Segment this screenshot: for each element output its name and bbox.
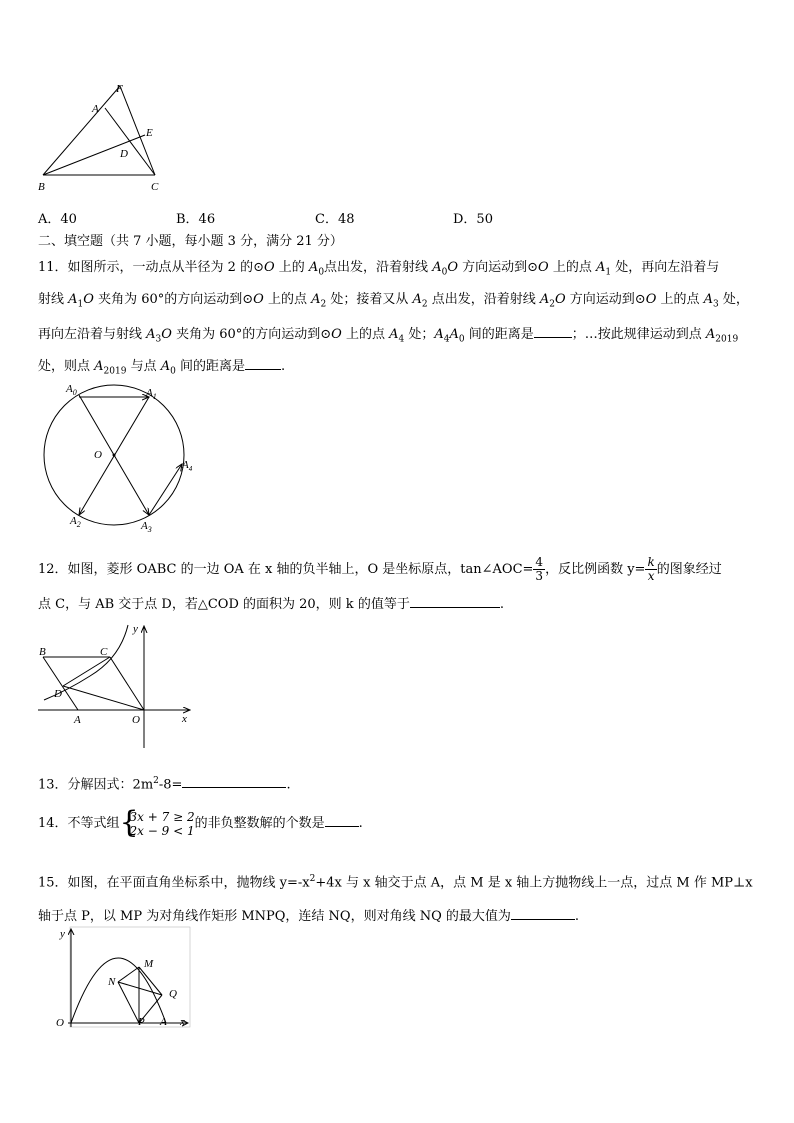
q11-sub: 2 [421,299,428,310]
q12-fraction-kx [645,556,656,583]
q15-text: 15．如图，在平面直角坐标系中，抛物线 y=-x [38,875,310,891]
q15-label-x: x [180,1016,185,1028]
q11-var: A [389,327,399,342]
q11-sub: 0 [318,267,325,278]
q11-var: A [539,292,550,307]
q13-sup: 2 [153,776,159,786]
q13-text: 13．分解因式：2m [38,777,154,793]
q12-line-1 [38,556,722,584]
q11-text: 处，则点 [38,359,95,374]
q11-label-a3-letter: A [141,520,148,532]
q15-answer-blank[interactable] [511,906,575,920]
q11-label-a3-sub: 3 [147,525,152,534]
q11-label-a2-letter: A [70,515,77,527]
q11-sub: 2 [320,299,327,310]
q11-sub: 2019 [103,366,127,377]
q12-text: ，反比例函数 y= [545,562,646,577]
q14-row-2: 2x − 9 < 1 [129,823,195,838]
q10-label-c: C [151,181,159,193]
q11-var: A [434,327,444,342]
q15-text: . [574,909,580,924]
q11-label-a0-sub: 0 [72,388,77,397]
q15-line-2 [38,906,579,925]
q11-label-a2-sub: 2 [76,520,81,529]
q11-var: A [146,327,156,342]
q13-text: -8= [158,777,183,793]
q11-text: 上的 [274,260,309,275]
q11-line-1 [38,260,719,281]
q11-var: O [161,327,172,342]
q15-label-o: O [56,1017,64,1029]
q15-label-q: Q [169,988,177,1000]
q11-var: A [705,327,716,342]
q11-sub: 4 [443,334,450,345]
q11-text: 上的点 [548,260,596,275]
q11-text: 处； [404,327,435,342]
q11-var: O [83,292,94,307]
q13-answer-blank[interactable] [182,774,286,788]
q11-var: A [432,260,442,275]
q11-text: 处；接着又从 [326,292,413,307]
q11-var: A [94,359,104,374]
q12-text: . [499,597,504,612]
q15-line-1 [38,871,753,891]
q11-text: 上的点 [341,327,390,342]
q11-line-4 [38,356,285,380]
q10-label-f: F [116,83,123,95]
q12-label-a: A [74,714,81,726]
q12-answer-blank[interactable] [410,594,500,608]
q11-text: 处， [718,292,749,307]
q11-text: 射线 [38,292,69,307]
q11-text: 上的点 [263,292,312,307]
q14-inequality-system [119,804,195,840]
q15-text: +4x 与 x 轴交于点 A，点 M 是 x 轴上方抛物线上一点，过点 M 作 MP⊥x [315,875,753,891]
q11-sub: 2 [549,299,555,310]
q15-label-n: N [108,976,116,988]
q15-sup: 2 [309,874,316,884]
q12-frac-num: k [647,555,655,569]
q11-var: A [412,292,422,307]
q11-sub: 3 [155,334,162,345]
q11-var: A [308,260,319,275]
q11-var: O [645,292,657,307]
q10-label-d: D [120,148,128,160]
q12-frac-den: 3 [535,569,544,583]
q11-var: A [449,327,459,342]
q12-rhombus-figure [30,620,200,752]
q10-option-d: D．50 [453,212,493,227]
q11-label-o: O [94,449,102,461]
q14-text: . [358,816,363,831]
q11-text: 11．如图所示，一动点从半径为 2 的⊙ [38,260,264,275]
q11-var: A [68,292,78,307]
q11-label-a4-letter: A [182,459,189,471]
q14-text: 14．不等式组 [38,816,120,831]
q13-text: . [286,777,291,793]
q10-option-b: B．46 [176,212,216,227]
q15-text: 轴于点 P，以 MP 为对角线作矩形 MNPQ，连结 NQ，则对角线 NQ 的最大值为 [38,909,511,924]
q12-label-y: y [133,623,138,635]
q11-sub: 1 [605,267,612,278]
q11-label-a0-letter: A [66,383,73,395]
q11-sub: 0 [170,366,176,377]
q11-answer-blank-1[interactable] [534,324,572,338]
section-title: 二、填空题（共 7 小题，每小题 3 分，满分 21 分） [38,234,343,249]
q11-sub: 3 [713,299,719,310]
q10-triangle-figure [30,78,180,198]
q12-label-d: D [54,688,62,700]
q11-text: 间的距离是 [175,359,245,374]
q12-text: 的图象经过 [656,562,722,577]
q11-var: A [703,292,714,307]
q11-line-3 [38,324,738,348]
q11-sub: 2019 [715,334,739,345]
q15-label-a: A [160,1016,167,1028]
q11-var: O [331,327,342,342]
q12-frac-num: 4 [535,555,544,569]
q11-sub: 4 [398,334,405,345]
q11-var: O [447,260,458,275]
q11-var: O [263,260,275,275]
q12-text: 点 C，与 AB 交于点 D，若△COD 的面积为 20，则 k 的值等于 [38,597,410,612]
q11-var: O [253,292,264,307]
q14-brace: { [119,804,139,840]
q11-circle-figure [36,380,206,540]
q11-label-a4-sub: 4 [188,465,193,473]
q11-line-2 [38,292,749,313]
q11-text: 方向运动到⊙ [565,292,646,307]
q11-sub: 0 [441,267,448,278]
q11-text: 与点 [126,359,161,374]
q15-parabola-figure [50,925,200,1033]
q11-text: 点出发，沿着射线 [324,260,433,275]
q12-label-c: C [100,646,108,658]
q10-label-a: A [92,103,99,115]
q15-label-m: M [144,958,154,970]
q11-text: ；…按此规律运动到点 [571,327,706,342]
q11-answer-blank-2[interactable] [245,356,281,370]
q12-frac-den: x [647,569,655,583]
q14-answer-blank[interactable] [325,813,359,827]
q11-text: 夹角为 60°的方向运动到⊙ [171,327,332,342]
q10-label-b: B [38,181,45,193]
q11-text: 处，再向左沿着与 [611,260,720,275]
q11-label-a0 [65,383,77,397]
q11-sub: 1 [77,299,84,310]
q11-text: 夹角为 60°的方向运动到⊙ [93,292,254,307]
q12-line-2 [38,594,504,613]
q10-label-e: E [146,127,153,139]
q11-var: O [554,292,566,307]
q12-label-o: O [132,714,140,726]
q11-text: . [280,359,286,374]
q12-label-b: B [39,646,46,658]
q11-text: 上的点 [656,292,704,307]
q14-line [38,804,363,844]
q11-var: A [595,260,606,275]
q12-text: 12．如图，菱形 OABC 的一边 OA 在 x 轴的负半轴上，O 是坐标原点，tan∠AOC= [38,562,534,577]
q11-text: 再向左沿着与射线 [38,327,147,342]
q11-var: O [538,260,549,275]
q15-label-p: P [138,1016,145,1028]
q11-label-a1 [145,387,157,401]
q10-option-c: C．48 [315,212,355,227]
q11-text: 方向运动到⊙ [457,260,539,275]
q12-label-x: x [182,713,187,725]
q11-label-a1-sub: 1 [152,392,157,401]
q11-var: A [311,292,321,307]
q11-label-a2 [69,515,81,529]
q10-option-a: A．40 [38,212,77,227]
q13-line [38,773,291,793]
q11-var: A [160,359,171,374]
q15-label-y: y [60,928,65,940]
q11-text: 点出发，沿着射线 [427,292,540,307]
q11-label-a4 [181,459,193,473]
q11-label-a3 [140,520,152,534]
q14-text: 的非负整数解的个数是 [194,816,325,831]
q11-text: 间的距离是 [464,327,534,342]
q14-row-1: 3x + 7 ≥ 2 [129,809,195,824]
q11-sub: 0 [458,334,465,345]
q12-fraction-tan [533,556,545,583]
q11-label-a1-letter: A [146,387,153,399]
